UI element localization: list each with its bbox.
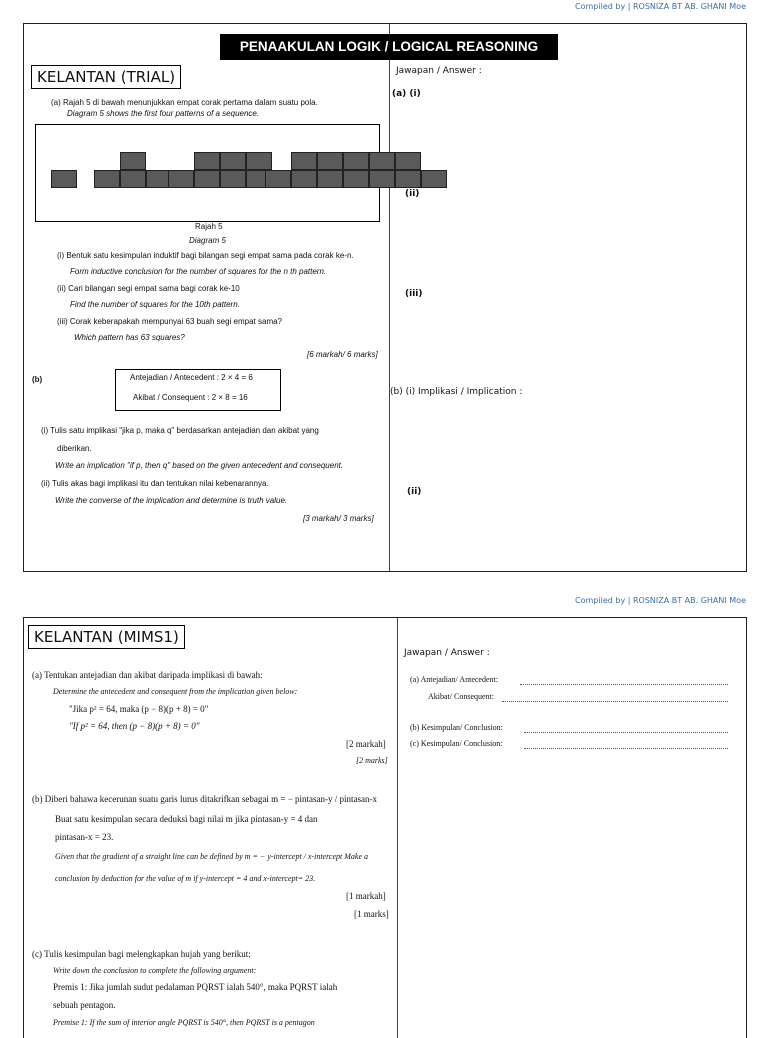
pattern-square bbox=[421, 170, 447, 188]
antecedent-consequent-box bbox=[115, 369, 281, 411]
question-a-malay: (a) Rajah 5 di bawah menunjukkan empat corak pertama dalam suatu pola. bbox=[51, 98, 318, 107]
pattern-square bbox=[194, 170, 220, 188]
answer-header: Jawapan / Answer : bbox=[396, 66, 482, 76]
question-c-english: Write down the conclusion to complete the following argument: bbox=[53, 966, 257, 975]
premise-1-malay-cont: sebuah pentagon. bbox=[53, 1000, 116, 1010]
question-a-english: Diagram 5 shows the first four patterns of a sequence. bbox=[67, 109, 260, 118]
answer-line bbox=[524, 732, 728, 733]
question-i-english: Form inductive conclusion for the number of squares for the n th pattern. bbox=[70, 267, 327, 276]
answer-b-conclusion: (b) Kesimpulan/ Conclusion: bbox=[410, 723, 503, 732]
answer-a-iii: (iii) bbox=[405, 289, 423, 299]
answer-b-ii: (ii) bbox=[407, 487, 422, 497]
question-b-malay: (b) Diberi bahawa kecerunan suatu garis lurus ditakrifkan sebagai m = − pintasan-y / pintasan-x bbox=[32, 794, 378, 804]
section-title: KELANTAN (TRIAL) bbox=[31, 65, 181, 89]
answer-c-conclusion: (c) Kesimpulan/ Conclusion: bbox=[410, 739, 503, 748]
answer-line bbox=[524, 748, 728, 749]
marks-a: [6 markah/ 6 marks] bbox=[307, 350, 378, 359]
question-b-i-malay-cont: diberikan. bbox=[57, 444, 92, 453]
question-a-statement-english: "If p² = 64, then (p − 8)(p + 8) = 0" bbox=[69, 721, 200, 731]
question-iii-english: Which pattern has 63 squares? bbox=[74, 333, 185, 342]
pattern-square bbox=[168, 170, 194, 188]
marks-b-english: [1 marks] bbox=[354, 909, 389, 919]
marks-b-malay: [1 markah] bbox=[346, 891, 386, 901]
answer-line bbox=[520, 684, 728, 685]
pattern-square bbox=[343, 152, 369, 170]
question-c-malay: (c) Tulis kesimpulan bagi melengkapkan hujah yang berikut: bbox=[32, 949, 251, 959]
question-b-i-english: Write an implication "if p, then q" based on the given antecedent and consequent. bbox=[55, 461, 344, 470]
pattern-square bbox=[369, 170, 395, 188]
pattern-square bbox=[51, 170, 77, 188]
premise-1-english: Premise 1: If the sum of interior angle PQRST is 540°, then PQRST is a pentagon bbox=[53, 1018, 315, 1027]
question-b-english-cont: conclusion by deduction for the value of m if y-intercept = 4 and x-intercept= 23. bbox=[55, 874, 316, 883]
section-title: KELANTAN (MIMS1) bbox=[28, 625, 185, 649]
pattern-square bbox=[317, 170, 343, 188]
marks-a-malay: [2 markah] bbox=[346, 739, 386, 749]
question-a-malay: (a) Tentukan antejadian dan akibat daripada implikasi di bawah: bbox=[32, 670, 263, 680]
antecedent-text: Antejadian / Antecedent : 2 × 4 = 6 bbox=[130, 373, 253, 382]
pattern-square bbox=[343, 170, 369, 188]
question-b-english: Given that the gradient of a straight line can be defined by m = − y-intercept / x-intercept Make a bbox=[55, 852, 369, 861]
question-b-malay-cont: Buat satu kesimpulan secara deduksi bagi nilai m jika pintasan-y = 4 dan bbox=[55, 814, 318, 824]
pattern-square bbox=[265, 170, 291, 188]
answer-a-i: (a) (i) bbox=[392, 89, 421, 99]
marks-b: [3 markah/ 3 marks] bbox=[303, 514, 374, 523]
diagram-caption-malay: Rajah 5 bbox=[195, 222, 223, 231]
pattern-square bbox=[120, 170, 146, 188]
page-kelantan-mims1 bbox=[23, 617, 747, 1038]
answer-line bbox=[502, 701, 728, 702]
question-b-i-malay: (i) Tulis satu implikasi "jika p, maka q" berdasarkan antejadian dan akibat yang bbox=[41, 426, 319, 435]
pattern-square bbox=[291, 152, 317, 170]
answer-header: Jawapan / Answer : bbox=[404, 648, 490, 658]
pattern-square bbox=[395, 170, 421, 188]
section-banner: PENAAKULAN LOGIK / LOGICAL REASONING bbox=[220, 34, 558, 60]
premise-1-malay: Premis 1: Jika jumlah sudut pedalaman PQRST ialah 540°, maka PQRST ialah bbox=[53, 982, 338, 992]
question-a-statement-malay: "Jika p² = 64, maka (p − 8)(p + 8) = 0" bbox=[69, 704, 209, 714]
question-ii-malay: (ii) Cari bilangan segi empat sama bagi corak ke-10 bbox=[57, 284, 240, 293]
answer-b-i: (b) (i) Implikasi / Implication : bbox=[390, 387, 523, 397]
compiled-by-credit: Compiled by | ROSNIZA BT AB. GHANI Moe bbox=[575, 2, 746, 11]
pattern-square bbox=[194, 152, 220, 170]
pattern-square bbox=[220, 170, 246, 188]
column-divider bbox=[397, 618, 398, 1038]
pattern-square bbox=[369, 152, 395, 170]
answer-a-consequent: Akibat/ Consequent: bbox=[428, 692, 494, 701]
pattern-diagram bbox=[35, 124, 380, 222]
answer-a-antecedent: (a) Antejadian/ Antecedent: bbox=[410, 675, 498, 684]
question-a-english: Determine the antecedent and consequent from the implication given below: bbox=[53, 687, 298, 696]
column-divider bbox=[389, 24, 390, 571]
pattern-square bbox=[246, 152, 272, 170]
pattern-square bbox=[120, 152, 146, 170]
question-iii-malay: (iii) Corak keberapakah mempunyai 63 buah segi empat sama? bbox=[57, 317, 283, 326]
question-b-label: (b) bbox=[32, 375, 43, 384]
diagram-caption-english: Diagram 5 bbox=[189, 236, 226, 245]
consequent-text: Akibat / Consequent : 2 × 8 = 16 bbox=[133, 393, 248, 402]
answer-a-ii: (ii) bbox=[405, 189, 420, 199]
pattern-square bbox=[317, 152, 343, 170]
pattern-square bbox=[395, 152, 421, 170]
question-ii-english: Find the number of squares for the 10th pattern. bbox=[70, 300, 240, 309]
marks-a-english: [2 marks] bbox=[356, 756, 388, 765]
question-i-malay: (i) Bentuk satu kesimpulan induktif bagi bilangan segi empat sama pada corak ke-n. bbox=[57, 251, 354, 260]
question-b-ii-english: Write the converse of the implication and determine is truth value. bbox=[55, 496, 288, 505]
pattern-square bbox=[220, 152, 246, 170]
pattern-square bbox=[291, 170, 317, 188]
compiled-by-credit: Compiled by | ROSNIZA BT AB. GHANI Moe bbox=[575, 596, 746, 605]
question-b-malay-cont2: pintasan-x = 23. bbox=[55, 832, 114, 842]
question-b-ii-malay: (ii) Tulis akas bagi implikasi itu dan tentukan nilai kebenarannya. bbox=[41, 479, 269, 488]
pattern-square bbox=[94, 170, 120, 188]
page-kelantan-trial bbox=[23, 23, 747, 572]
